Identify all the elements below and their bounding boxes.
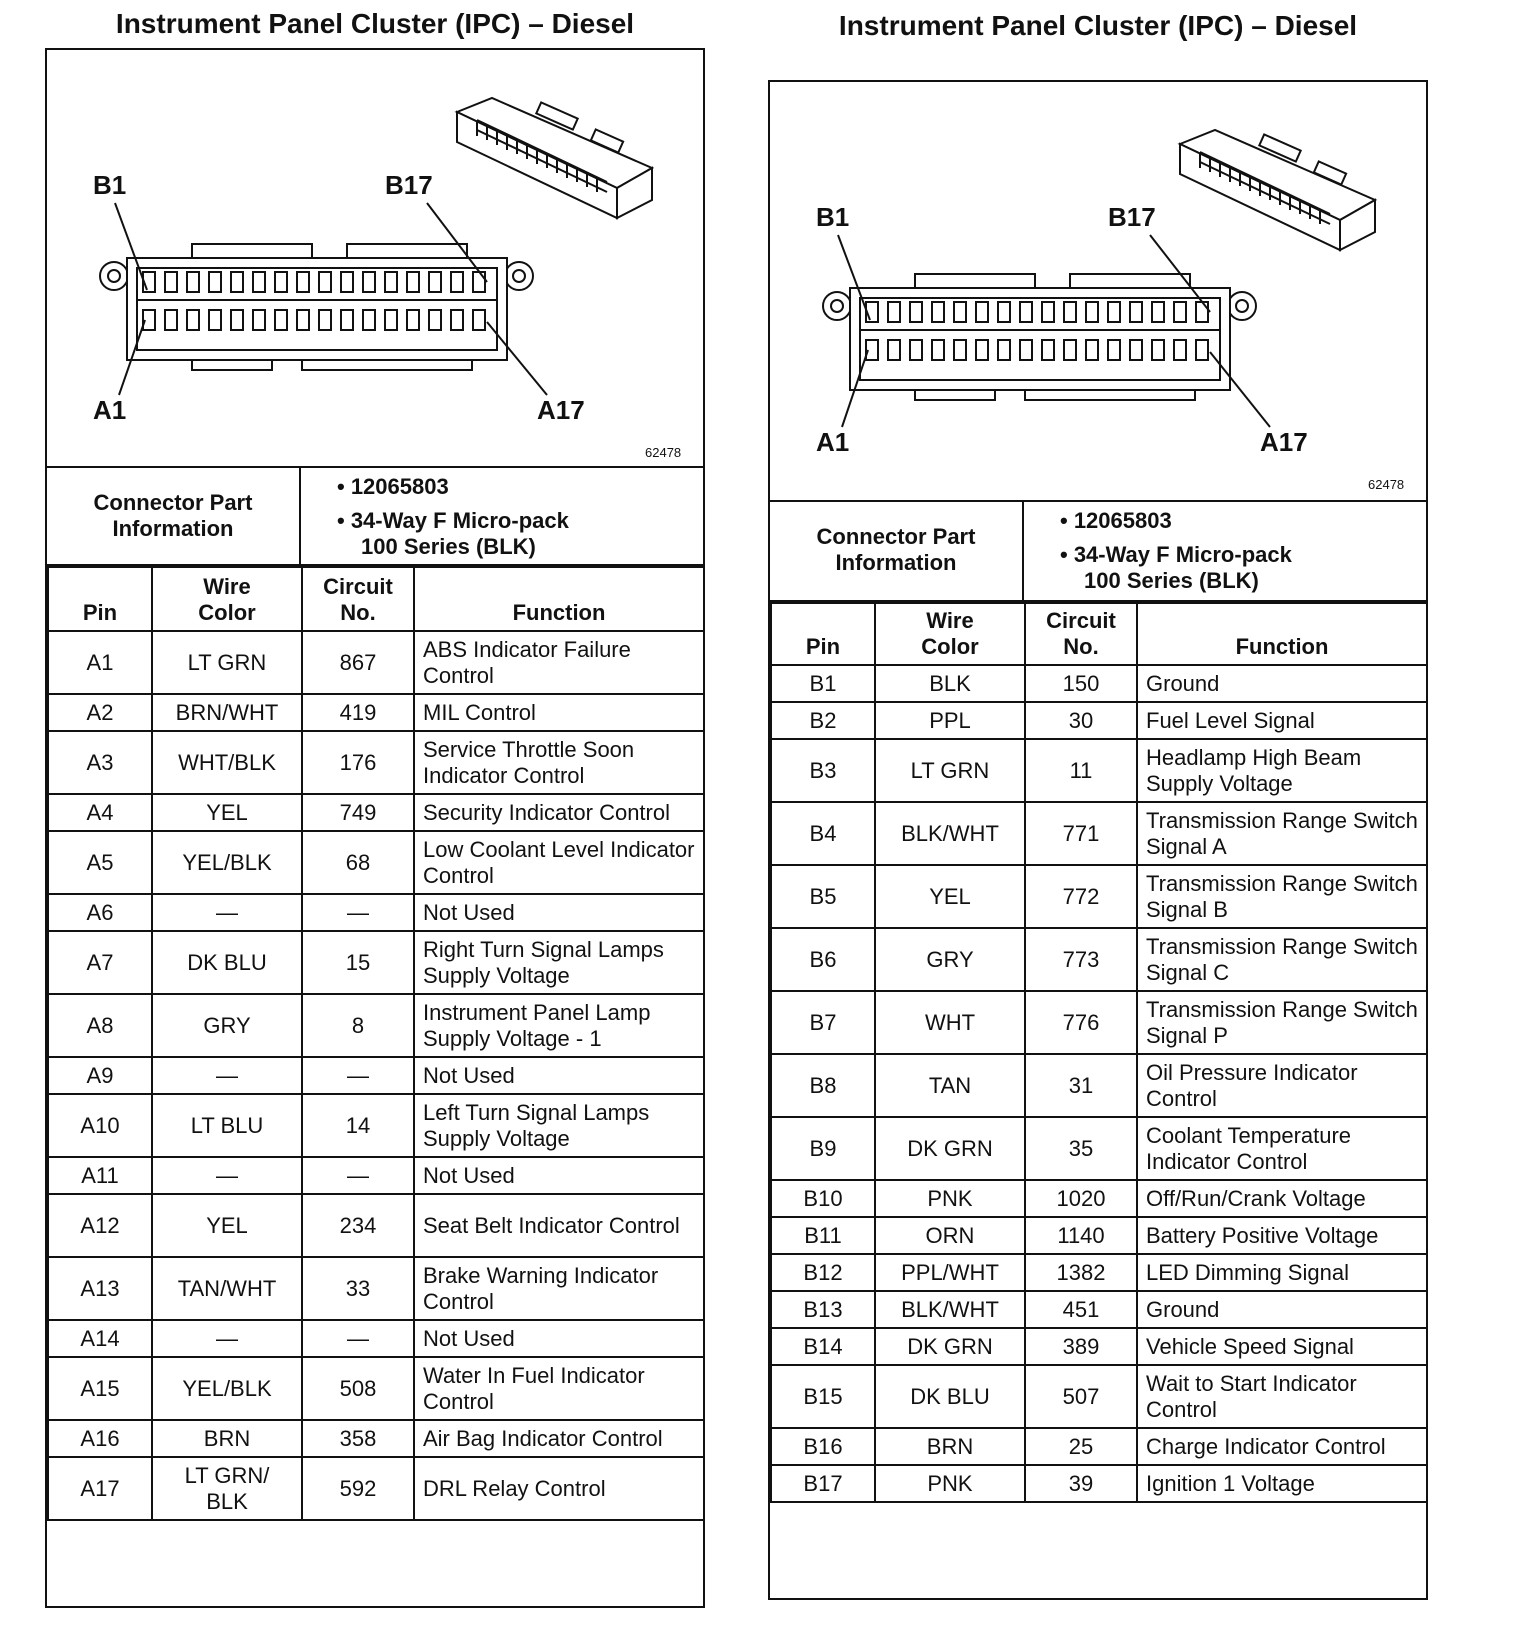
circuit-no-cell: 234 <box>302 1194 414 1257</box>
circuit-no-cell: — <box>302 1057 414 1094</box>
pin-table <box>47 566 705 1521</box>
table-row <box>771 665 1427 702</box>
table-row <box>771 928 1427 991</box>
wire-color-cell: YEL <box>152 1194 302 1257</box>
function-cell: Ground <box>1137 1291 1427 1328</box>
table-row <box>48 731 704 794</box>
function-cell: Vehicle Speed Signal <box>1137 1328 1427 1365</box>
circuit-no-cell: — <box>302 1157 414 1194</box>
wire-color-cell: PNK <box>875 1465 1025 1502</box>
function-cell: Off/Run/Crank Voltage <box>1137 1180 1427 1217</box>
table-row <box>771 1117 1427 1180</box>
connector-drawing <box>47 50 703 468</box>
function-cell: Brake Warning Indicator Control <box>414 1257 704 1320</box>
connector-figure <box>47 50 703 468</box>
header-circuit-no: Circuit No. <box>1025 603 1137 665</box>
wire-color-cell: — <box>152 1320 302 1357</box>
pin-cell: B4 <box>771 802 875 865</box>
function-cell: Not Used <box>414 1320 704 1357</box>
circuit-no-cell: 15 <box>302 931 414 994</box>
function-cell: Transmission Range Switch Signal P <box>1137 991 1427 1054</box>
wire-color-cell: YEL <box>875 865 1025 928</box>
panel-title: Instrument Panel Cluster (IPC) – Diesel <box>115 8 635 39</box>
right-panel <box>760 0 1520 1626</box>
label-b1: B1 <box>816 202 850 232</box>
wire-color-cell: BRN/WHT <box>152 694 302 731</box>
table-row <box>48 1094 704 1157</box>
circuit-no-cell: — <box>302 894 414 931</box>
connector-info-divider <box>1022 502 1024 600</box>
pin-table <box>770 602 1428 1503</box>
label-a1: A1 <box>816 427 850 457</box>
pin-cell: B3 <box>771 739 875 802</box>
function-cell: Wait to Start Indicator Control <box>1137 1365 1427 1428</box>
wire-color-cell: BRN <box>875 1428 1025 1465</box>
table-row <box>48 1194 704 1257</box>
pin-cell: B2 <box>771 702 875 739</box>
wire-color-cell: LT BLU <box>152 1094 302 1157</box>
table-row <box>771 802 1427 865</box>
circuit-no-cell: 867 <box>302 631 414 694</box>
header-function: Function <box>1137 603 1427 665</box>
wire-color-cell: WHT <box>875 991 1025 1054</box>
circuit-no-cell: 1382 <box>1025 1254 1137 1291</box>
circuit-no-cell: 451 <box>1025 1291 1137 1328</box>
wire-color-cell: LT GRN <box>152 631 302 694</box>
connector-series: 100 Series (BLK) <box>361 534 536 559</box>
wire-color-cell: PNK <box>875 1180 1025 1217</box>
wire-color-cell: YEL/BLK <box>152 1357 302 1420</box>
figure-id: 62478 <box>645 445 682 460</box>
circuit-no-cell: 419 <box>302 694 414 731</box>
connector-info-row <box>770 502 1426 602</box>
circuit-no-cell: 749 <box>302 794 414 831</box>
header-pin: Pin <box>48 567 152 631</box>
figure-id: 62478 <box>1368 477 1405 492</box>
circuit-no-cell: 1140 <box>1025 1217 1137 1254</box>
function-cell: Not Used <box>414 1057 704 1094</box>
pin-cell: A16 <box>48 1420 152 1457</box>
connector-front-icon <box>823 235 1270 427</box>
table-row <box>771 1217 1427 1254</box>
connector-perspective-icon <box>457 98 652 218</box>
table-row <box>48 831 704 894</box>
connector-front-icon <box>100 203 547 395</box>
pin-cell: A13 <box>48 1257 152 1320</box>
header-wire-color: Wire Color <box>875 603 1025 665</box>
wire-color-cell: ORN <box>875 1217 1025 1254</box>
function-cell: DRL Relay Control <box>414 1457 704 1520</box>
pin-cell: A11 <box>48 1157 152 1194</box>
label-b17: B17 <box>385 170 433 200</box>
function-cell: Service Throttle Soon Indicator Control <box>414 731 704 794</box>
header-function: Function <box>414 567 704 631</box>
circuit-no-cell: 358 <box>302 1420 414 1457</box>
pin-cell: B6 <box>771 928 875 991</box>
wire-color-cell: WHT/BLK <box>152 731 302 794</box>
circuit-no-cell: — <box>302 1320 414 1357</box>
label-a17: A17 <box>1260 427 1308 457</box>
part-number: • 12065803 <box>1060 508 1172 533</box>
pin-cell: B5 <box>771 865 875 928</box>
header-pin: Pin <box>771 603 875 665</box>
wire-color-cell: DK BLU <box>152 931 302 994</box>
wire-color-cell: GRY <box>152 994 302 1057</box>
pin-cell: A9 <box>48 1057 152 1094</box>
pin-cell: A17 <box>48 1457 152 1520</box>
pin-cell: A2 <box>48 694 152 731</box>
function-cell: MIL Control <box>414 694 704 731</box>
function-cell: Not Used <box>414 894 704 931</box>
function-cell: Oil Pressure Indicator Control <box>1137 1054 1427 1117</box>
wire-color-cell: LT GRN/ BLK <box>152 1457 302 1520</box>
wire-color-cell: DK GRN <box>875 1328 1025 1365</box>
circuit-no-cell: 68 <box>302 831 414 894</box>
pin-cell: A3 <box>48 731 152 794</box>
table-row <box>48 994 704 1057</box>
connector-info-values <box>337 474 569 560</box>
function-cell: Air Bag Indicator Control <box>414 1420 704 1457</box>
table-row <box>771 865 1427 928</box>
circuit-no-cell: 1020 <box>1025 1180 1137 1217</box>
function-cell: Ignition 1 Voltage <box>1137 1465 1427 1502</box>
pin-cell: B7 <box>771 991 875 1054</box>
connector-info-row <box>47 468 703 566</box>
wire-color-cell: BRN <box>152 1420 302 1457</box>
table-row <box>771 1254 1427 1291</box>
wire-color-cell: DK GRN <box>875 1117 1025 1180</box>
table-row <box>48 1357 704 1420</box>
circuit-no-cell: 30 <box>1025 702 1137 739</box>
function-cell: Security Indicator Control <box>414 794 704 831</box>
table-row <box>771 991 1427 1054</box>
connector-info-divider <box>299 468 301 564</box>
label-b1: B1 <box>93 170 127 200</box>
circuit-no-cell: 507 <box>1025 1365 1137 1428</box>
part-number: • 12065803 <box>337 474 449 499</box>
pin-cell: B14 <box>771 1328 875 1365</box>
function-cell: Left Turn Signal Lamps Supply Voltage <box>414 1094 704 1157</box>
function-cell: Seat Belt Indicator Control <box>414 1194 704 1257</box>
connector-figure <box>770 82 1426 502</box>
pin-cell: A8 <box>48 994 152 1057</box>
pin-cell: B9 <box>771 1117 875 1180</box>
pin-cell: B10 <box>771 1180 875 1217</box>
header-circuit-no: Circuit No. <box>302 567 414 631</box>
circuit-no-cell: 389 <box>1025 1328 1137 1365</box>
pin-cell: B16 <box>771 1428 875 1465</box>
wire-color-cell: PPL <box>875 702 1025 739</box>
table-row <box>771 1328 1427 1365</box>
circuit-no-cell: 771 <box>1025 802 1137 865</box>
wire-color-cell: GRY <box>875 928 1025 991</box>
table-row <box>48 894 704 931</box>
table-row <box>48 931 704 994</box>
pin-cell: B1 <box>771 665 875 702</box>
function-cell: Coolant Temperature Indicator Control <box>1137 1117 1427 1180</box>
table-row <box>48 631 704 694</box>
pin-cell: B12 <box>771 1254 875 1291</box>
table-row <box>771 1365 1427 1428</box>
table-row <box>48 794 704 831</box>
pin-cell: B15 <box>771 1365 875 1428</box>
connector-box <box>45 48 705 1608</box>
pin-cell: A7 <box>48 931 152 994</box>
circuit-no-cell: 11 <box>1025 739 1137 802</box>
circuit-no-cell: 773 <box>1025 928 1137 991</box>
connector-info-label: Connector Part Information <box>93 490 253 541</box>
wire-color-cell: DK BLU <box>875 1365 1025 1428</box>
pin-cell: A5 <box>48 831 152 894</box>
function-cell: Fuel Level Signal <box>1137 702 1427 739</box>
header-wire-color: Wire Color <box>152 567 302 631</box>
circuit-no-cell: 150 <box>1025 665 1137 702</box>
circuit-no-cell: 508 <box>302 1357 414 1420</box>
table-row <box>48 694 704 731</box>
pin-cell: A6 <box>48 894 152 931</box>
function-cell: ABS Indicator Failure Control <box>414 631 704 694</box>
function-cell: Transmission Range Switch Signal A <box>1137 802 1427 865</box>
pin-rows <box>48 631 704 1520</box>
circuit-no-cell: 14 <box>302 1094 414 1157</box>
table-row <box>48 1157 704 1194</box>
pin-cell: A12 <box>48 1194 152 1257</box>
table-row <box>48 1320 704 1357</box>
wire-color-cell: — <box>152 1157 302 1194</box>
pin-cell: A1 <box>48 631 152 694</box>
table-row <box>771 702 1427 739</box>
table-row <box>771 1465 1427 1502</box>
circuit-no-cell: 772 <box>1025 865 1137 928</box>
pin-rows <box>771 665 1427 1502</box>
function-cell: Transmission Range Switch Signal B <box>1137 865 1427 928</box>
pin-cell: B17 <box>771 1465 875 1502</box>
wire-color-cell: YEL/BLK <box>152 831 302 894</box>
circuit-no-cell: 8 <box>302 994 414 1057</box>
connector-perspective-icon <box>1180 130 1375 250</box>
wire-color-cell: TAN <box>875 1054 1025 1117</box>
circuit-no-cell: 31 <box>1025 1054 1137 1117</box>
wire-color-cell: BLK/WHT <box>875 1291 1025 1328</box>
table-row <box>771 1291 1427 1328</box>
table-header-row <box>48 567 704 631</box>
function-cell: Transmission Range Switch Signal C <box>1137 928 1427 991</box>
circuit-no-cell: 25 <box>1025 1428 1137 1465</box>
table-row <box>771 739 1427 802</box>
pin-cell: B8 <box>771 1054 875 1117</box>
function-cell: Ground <box>1137 665 1427 702</box>
function-cell: Charge Indicator Control <box>1137 1428 1427 1465</box>
function-cell: Instrument Panel Lamp Supply Voltage - 1 <box>414 994 704 1057</box>
panel-title: Instrument Panel Cluster (IPC) – Diesel <box>838 10 1358 41</box>
circuit-no-cell: 592 <box>302 1457 414 1520</box>
wire-color-cell: BLK/WHT <box>875 802 1025 865</box>
function-cell: LED Dimming Signal <box>1137 1254 1427 1291</box>
table-row <box>48 1257 704 1320</box>
connector-info-values <box>1060 508 1292 594</box>
function-cell: Not Used <box>414 1157 704 1194</box>
table-row <box>48 1457 704 1520</box>
connector-type: • 34-Way F Micro-pack <box>1060 542 1292 567</box>
table-row <box>48 1420 704 1457</box>
function-cell: Water In Fuel Indicator Control <box>414 1357 704 1420</box>
circuit-no-cell: 33 <box>302 1257 414 1320</box>
pin-cell: A4 <box>48 794 152 831</box>
wire-color-cell: BLK <box>875 665 1025 702</box>
wire-color-cell: — <box>152 894 302 931</box>
label-b17: B17 <box>1108 202 1156 232</box>
table-row <box>771 1054 1427 1117</box>
circuit-no-cell: 176 <box>302 731 414 794</box>
connector-type: • 34-Way F Micro-pack <box>337 508 569 533</box>
pin-cell: B13 <box>771 1291 875 1328</box>
wire-color-cell: PPL/WHT <box>875 1254 1025 1291</box>
wire-color-cell: YEL <box>152 794 302 831</box>
connector-series: 100 Series (BLK) <box>1084 568 1259 593</box>
label-a1: A1 <box>93 395 127 425</box>
wire-color-cell: — <box>152 1057 302 1094</box>
connector-info-label: Connector Part Information <box>816 524 976 575</box>
pin-cell: B11 <box>771 1217 875 1254</box>
function-cell: Right Turn Signal Lamps Supply Voltage <box>414 931 704 994</box>
connector-box <box>768 80 1428 1600</box>
circuit-no-cell: 776 <box>1025 991 1137 1054</box>
wire-color-cell: TAN/WHT <box>152 1257 302 1320</box>
function-cell: Headlamp High Beam Supply Voltage <box>1137 739 1427 802</box>
function-cell: Low Coolant Level Indicator Control <box>414 831 704 894</box>
pin-cell: A15 <box>48 1357 152 1420</box>
pin-cell: A14 <box>48 1320 152 1357</box>
circuit-no-cell: 39 <box>1025 1465 1137 1502</box>
wire-color-cell: LT GRN <box>875 739 1025 802</box>
function-cell: Battery Positive Voltage <box>1137 1217 1427 1254</box>
table-row <box>771 1180 1427 1217</box>
table-header-row <box>771 603 1427 665</box>
table-row <box>48 1057 704 1094</box>
label-a17: A17 <box>537 395 585 425</box>
pin-cell: A10 <box>48 1094 152 1157</box>
connector-drawing <box>770 82 1426 502</box>
table-row <box>771 1428 1427 1465</box>
circuit-no-cell: 35 <box>1025 1117 1137 1180</box>
